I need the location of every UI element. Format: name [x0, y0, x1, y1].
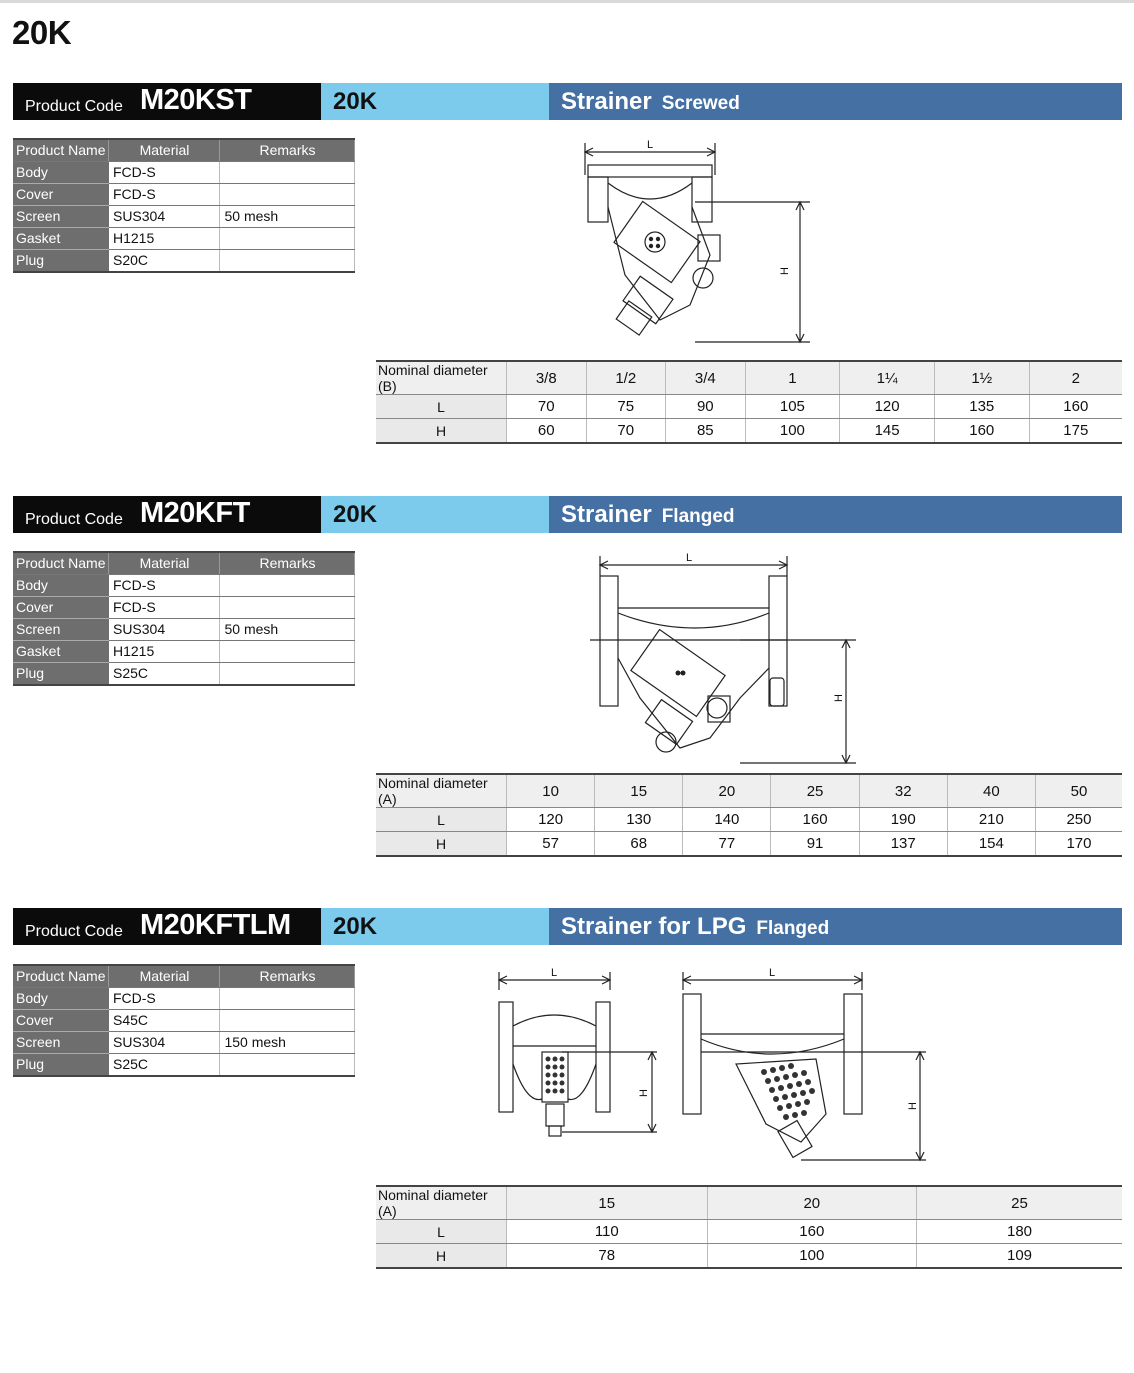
height-cell: 154 — [947, 832, 1035, 857]
part-material: FCD-S — [109, 597, 220, 619]
product-code-box — [13, 908, 321, 945]
dimensions-table — [376, 360, 1122, 444]
product-banner — [13, 83, 1122, 120]
length-cell: 160 — [771, 808, 859, 832]
length-cell: 110 — [507, 1220, 708, 1244]
length-cell: 180 — [917, 1220, 1122, 1244]
part-name: Plug — [13, 1054, 109, 1077]
length-row-label: L — [376, 808, 507, 832]
pressure-rating: 20K — [333, 913, 378, 940]
part-name: Cover — [13, 184, 109, 206]
part-material: S20C — [109, 250, 220, 273]
part-remarks — [220, 575, 355, 597]
height-cell: 100 — [707, 1244, 916, 1269]
height-row-label: H — [376, 1244, 507, 1269]
col-header: Remarks — [220, 552, 355, 575]
drawing-label-l: L — [769, 967, 776, 979]
size-cell: 1½ — [934, 361, 1029, 395]
part-remarks — [220, 1010, 355, 1032]
part-remarks — [220, 228, 355, 250]
height-cell: 77 — [683, 832, 771, 857]
height-cell: 70 — [586, 419, 666, 444]
pressure-box — [321, 496, 549, 533]
drawing-label-l: L — [551, 967, 558, 979]
length-cell: 250 — [1035, 808, 1122, 832]
part-material: FCD-S — [109, 184, 220, 206]
pressure-box — [321, 83, 549, 120]
part-name: Gasket — [13, 641, 109, 663]
table-row — [13, 184, 355, 206]
part-material: SUS304 — [109, 619, 220, 641]
top-divider — [0, 0, 1134, 3]
materials-table — [13, 138, 355, 273]
table-row-height — [376, 832, 1122, 857]
screen-mesh-pattern — [546, 1057, 565, 1094]
product-banner — [13, 908, 1122, 945]
product-type — [561, 88, 740, 116]
table-row — [13, 619, 355, 641]
product-code-label: Product Code — [25, 511, 123, 528]
table-row — [13, 1032, 355, 1054]
table-row — [13, 663, 355, 686]
table-row — [13, 206, 355, 228]
height-cell: 175 — [1029, 419, 1122, 444]
height-cell: 78 — [507, 1244, 708, 1269]
part-remarks — [220, 663, 355, 686]
height-cell: 109 — [917, 1244, 1122, 1269]
length-cell: 160 — [707, 1220, 916, 1244]
table-row-length — [376, 1220, 1122, 1244]
table-row — [13, 228, 355, 250]
table-row — [13, 250, 355, 273]
product-type — [561, 501, 735, 529]
screwed-strainer-drawing — [570, 135, 820, 350]
part-remarks — [220, 597, 355, 619]
part-remarks — [220, 184, 355, 206]
length-cell: 130 — [595, 808, 683, 832]
table-row-sizes — [376, 361, 1122, 395]
part-remarks — [220, 250, 355, 273]
part-name: Plug — [13, 663, 109, 686]
table-header-row — [13, 965, 355, 988]
connection-type: Flanged — [756, 918, 830, 939]
product-code-box — [13, 496, 321, 533]
part-remarks — [220, 162, 355, 184]
length-cell: 120 — [840, 395, 935, 419]
product-type-name: Strainer — [561, 501, 652, 528]
table-row-length — [376, 395, 1122, 419]
part-name: Gasket — [13, 228, 109, 250]
product-code: M20KFTLM — [140, 909, 291, 941]
table-row — [13, 575, 355, 597]
part-name: Screen — [13, 619, 109, 641]
connection-type: Flanged — [661, 506, 735, 527]
part-remarks: 50 mesh — [220, 206, 355, 228]
part-remarks: 50 mesh — [220, 619, 355, 641]
drawing-label-h: H — [907, 1102, 919, 1110]
size-cell: 1/2 — [586, 361, 666, 395]
part-name: Body — [13, 575, 109, 597]
col-header: Material — [109, 552, 220, 575]
height-row-label: H — [376, 832, 507, 857]
part-name: Body — [13, 988, 109, 1010]
table-row-sizes — [376, 774, 1122, 808]
length-cell: 135 — [934, 395, 1029, 419]
part-remarks — [220, 988, 355, 1010]
part-material: FCD-S — [109, 162, 220, 184]
length-cell: 160 — [1029, 395, 1122, 419]
size-cell: 15 — [595, 774, 683, 808]
table-row-height — [376, 1244, 1122, 1269]
size-cell: 32 — [859, 774, 947, 808]
drawing-label-l: L — [647, 139, 654, 151]
screen-mesh-pattern — [761, 1063, 815, 1120]
part-name: Cover — [13, 597, 109, 619]
height-cell: 145 — [840, 419, 935, 444]
product-type-name: Strainer for LPG — [561, 913, 747, 940]
col-header: Product Name — [13, 552, 109, 575]
height-cell: 57 — [507, 832, 595, 857]
part-material: FCD-S — [109, 988, 220, 1010]
height-cell: 170 — [1035, 832, 1122, 857]
table-row — [13, 1010, 355, 1032]
part-name: Screen — [13, 1032, 109, 1054]
lpg-strainer-large-drawing — [676, 964, 936, 1169]
length-cell: 120 — [507, 808, 595, 832]
length-cell: 70 — [507, 395, 587, 419]
length-cell: 210 — [947, 808, 1035, 832]
size-cell: 1 — [745, 361, 840, 395]
size-cell: 25 — [771, 774, 859, 808]
table-row — [13, 988, 355, 1010]
height-cell: 68 — [595, 832, 683, 857]
size-cell: 1¼ — [840, 361, 935, 395]
materials-table — [13, 964, 355, 1077]
part-name: Body — [13, 162, 109, 184]
table-row-sizes — [376, 1186, 1122, 1220]
dimensions-table — [376, 773, 1122, 857]
size-cell: 3/4 — [666, 361, 746, 395]
drawing-label-h: H — [638, 1089, 650, 1097]
materials-table — [13, 551, 355, 686]
table-row — [13, 641, 355, 663]
size-cell: 25 — [917, 1186, 1122, 1220]
connection-type: Screwed — [661, 93, 740, 114]
height-cell: 85 — [666, 419, 746, 444]
col-header: Remarks — [220, 965, 355, 988]
table-row — [13, 597, 355, 619]
height-row-label: H — [376, 419, 507, 444]
part-material: S45C — [109, 1010, 220, 1032]
product-type-name: Strainer — [561, 88, 652, 115]
drawing-label-l: L — [686, 552, 693, 564]
part-material: SUS304 — [109, 206, 220, 228]
length-cell: 105 — [745, 395, 840, 419]
pressure-rating: 20K — [333, 501, 378, 528]
col-header: Product Name — [13, 139, 109, 162]
flanged-strainer-drawing — [590, 548, 870, 768]
part-material: FCD-S — [109, 575, 220, 597]
drawing-label-h: H — [779, 267, 791, 275]
dimensions-table — [376, 1185, 1122, 1269]
size-cell: 3/8 — [507, 361, 587, 395]
length-cell: 190 — [859, 808, 947, 832]
nominal-diameter-header: Nominal diameter (B) — [376, 361, 507, 395]
product-type-box — [549, 496, 1122, 533]
part-name: Plug — [13, 250, 109, 273]
product-type-box — [549, 83, 1122, 120]
product-code-label: Product Code — [25, 923, 123, 940]
product-code-box — [13, 83, 321, 120]
product-banner — [13, 496, 1122, 533]
pressure-box — [321, 908, 549, 945]
height-cell: 100 — [745, 419, 840, 444]
table-row — [13, 162, 355, 184]
height-cell: 60 — [507, 419, 587, 444]
col-header: Material — [109, 965, 220, 988]
size-cell: 2 — [1029, 361, 1122, 395]
product-code: M20KST — [140, 84, 252, 116]
product-code: M20KFT — [140, 497, 250, 529]
nominal-diameter-header: Nominal diameter (A) — [376, 1186, 507, 1220]
page-heading: 20K — [12, 14, 72, 51]
nominal-diameter-header: Nominal diameter (A) — [376, 774, 507, 808]
length-row-label: L — [376, 1220, 507, 1244]
part-material: H1215 — [109, 228, 220, 250]
lpg-strainer-small-drawing — [492, 964, 672, 1144]
length-row-label: L — [376, 395, 507, 419]
product-type-box — [549, 908, 1122, 945]
col-header: Material — [109, 139, 220, 162]
part-remarks: 150 mesh — [220, 1032, 355, 1054]
length-cell: 140 — [683, 808, 771, 832]
size-cell: 20 — [683, 774, 771, 808]
size-cell: 20 — [707, 1186, 916, 1220]
pressure-rating: 20K — [333, 88, 378, 115]
size-cell: 15 — [507, 1186, 708, 1220]
drawing-label-h: H — [833, 694, 845, 702]
table-header-row — [13, 139, 355, 162]
height-cell: 137 — [859, 832, 947, 857]
product-code-label: Product Code — [25, 98, 123, 115]
table-row-height — [376, 419, 1122, 444]
table-header-row — [13, 552, 355, 575]
part-material: S25C — [109, 1054, 220, 1077]
height-cell: 91 — [771, 832, 859, 857]
part-name: Cover — [13, 1010, 109, 1032]
part-material: SUS304 — [109, 1032, 220, 1054]
part-remarks — [220, 1054, 355, 1077]
part-name: Screen — [13, 206, 109, 228]
table-row-length — [376, 808, 1122, 832]
col-header: Remarks — [220, 139, 355, 162]
table-row — [13, 1054, 355, 1077]
height-cell: 160 — [934, 419, 1029, 444]
part-remarks — [220, 641, 355, 663]
part-material: S25C — [109, 663, 220, 686]
size-cell: 10 — [507, 774, 595, 808]
size-cell: 50 — [1035, 774, 1122, 808]
length-cell: 90 — [666, 395, 746, 419]
part-material: H1215 — [109, 641, 220, 663]
col-header: Product Name — [13, 965, 109, 988]
product-type — [561, 913, 829, 941]
size-cell: 40 — [947, 774, 1035, 808]
length-cell: 75 — [586, 395, 666, 419]
